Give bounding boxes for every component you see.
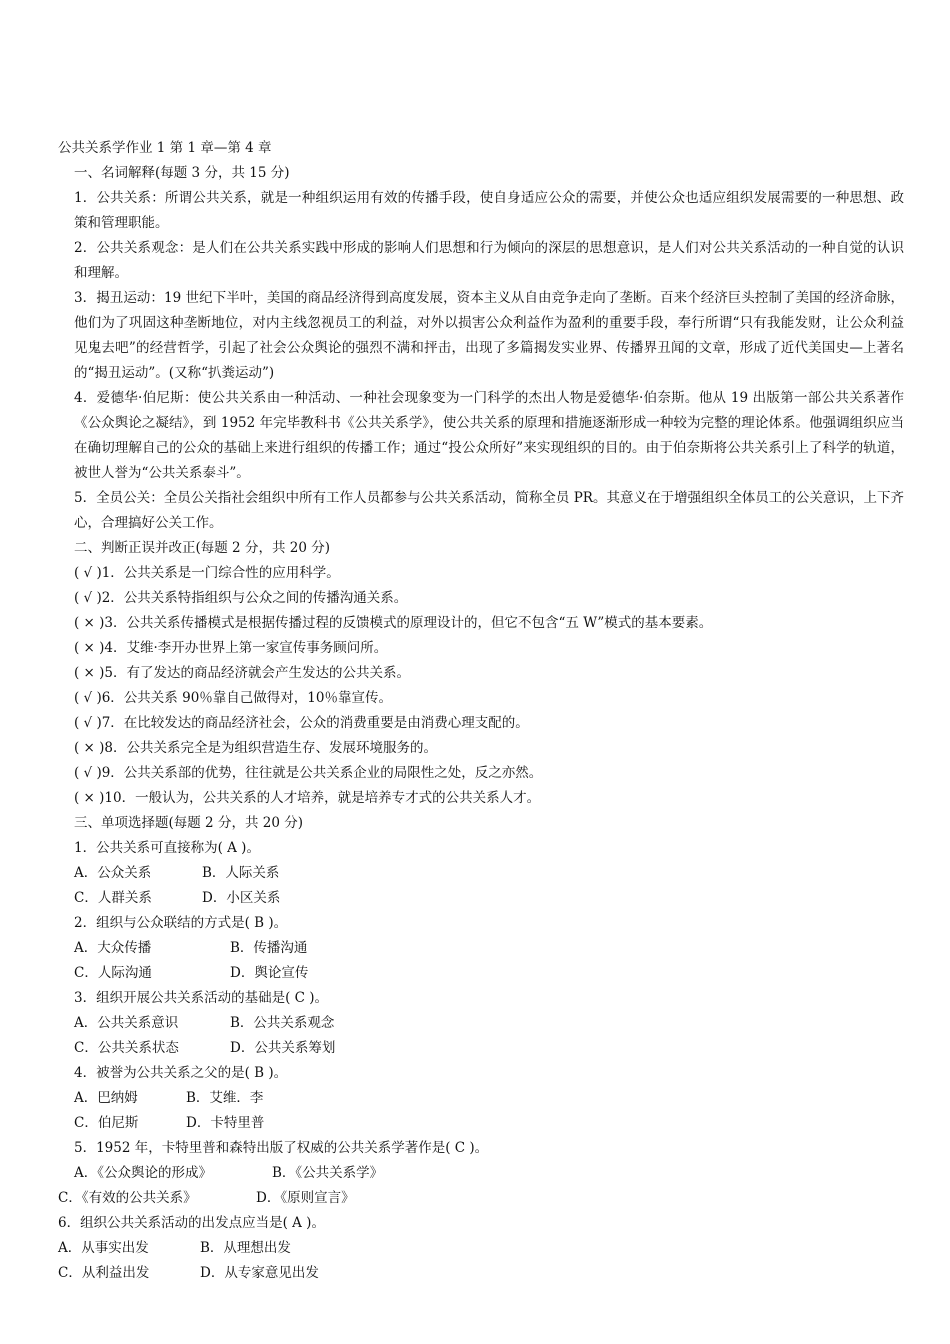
judge-item-6: ( √ )6．公共关系 90％靠自己做得对，10％靠宣传。 bbox=[74, 690, 392, 706]
options-row bbox=[58, 1236, 904, 1261]
term-1: 1．公共关系：所谓公共关系，就是一种组织运用有效的传播手段，使自身适应公众的需要，并使公众也适应组织发展需要的一种思想、政策和管理职能。 bbox=[74, 190, 904, 231]
option-d: D．舆论宣传 bbox=[230, 965, 309, 981]
judge-item-5: ( × )5．有了发达的商品经济就会产生发达的公共关系。 bbox=[74, 665, 411, 681]
options-row bbox=[58, 936, 904, 961]
judge-item-9: ( √ )9．公共关系部的优势，往往就是公共关系企业的局限性之处，反之亦然。 bbox=[74, 765, 543, 781]
options-row bbox=[58, 861, 904, 886]
section3-heading: 三、单项选择题(每题 2 分，共 20 分) bbox=[74, 815, 303, 831]
option-d: D．《原则宣言》 bbox=[256, 1190, 355, 1206]
options-row bbox=[58, 1086, 904, 1111]
options-row bbox=[58, 1111, 904, 1136]
term-4: 4．爱德华·伯尼斯：使公共关系由一种活动、一种社会现象变为一门科学的杰出人物是爱德华·伯奈斯。他从 19 出版第一部公共关系著作《公众舆论之凝结》，到 1952 年完毕教科书《公共关系学》，使公共关系的原理和措施逐渐形成一种较为完整的理论体系。他强调组织应当在确切理解自己的公众的基础上来进行组织的传播工作；通过“投公众所好”来实现组织的目的。由于伯奈斯将公共关系引上了科学的轨道，被世人誉为“公共关系泰斗”。 bbox=[74, 390, 904, 481]
option-b: B．艾维．李 bbox=[186, 1090, 264, 1106]
document-title: 公共关系学作业 1 第 1 章—第 4 章 bbox=[58, 140, 272, 156]
question-1: 1．公共关系可直接称为( A )。 bbox=[74, 840, 260, 856]
option-c: C．人群关系 bbox=[74, 890, 152, 906]
option-a: A．从事实出发 bbox=[58, 1240, 149, 1256]
options-row bbox=[58, 886, 904, 911]
option-b: B．人际关系 bbox=[202, 865, 280, 881]
question-6: 6．组织公共关系活动的出发点应当是( A )。 bbox=[58, 1215, 325, 1231]
option-c: C．人际沟通 bbox=[74, 965, 152, 981]
options-row bbox=[58, 1261, 904, 1286]
document-page bbox=[58, 136, 904, 1286]
option-a: A．公共关系意识 bbox=[74, 1015, 179, 1031]
option-d: D．从专家意见出发 bbox=[200, 1265, 319, 1281]
options-row bbox=[58, 1011, 904, 1036]
option-a: A．公众关系 bbox=[74, 865, 152, 881]
question-4: 4．被誉为公共关系之父的是( B )。 bbox=[74, 1065, 288, 1081]
option-d: D．卡特里普 bbox=[186, 1115, 265, 1131]
judge-item-3: ( × )3．公共关系传播模式是根据传播过程的反馈模式的原理设计的，但它不包含“五 W”模式的基本要素。 bbox=[74, 615, 713, 631]
question-2: 2．组织与公众联结的方式是( B )。 bbox=[74, 915, 288, 931]
question-5: 5．1952 年，卡特里普和森特出版了权威的公共关系学著作是( C )。 bbox=[74, 1140, 489, 1156]
option-a: A．大众传播 bbox=[74, 940, 152, 956]
option-c: C．《有效的公共关系》 bbox=[58, 1190, 197, 1206]
option-a: A．《公众舆论的形成》 bbox=[74, 1165, 212, 1181]
judge-item-8: ( × )8．公共关系完全是为组织营造生存、发展环境服务的。 bbox=[74, 740, 438, 756]
term-3: 3．揭丑运动：19 世纪下半叶，美国的商品经济得到高度发展，资本主义从自由竞争走向了垄断。百来个经济巨头控制了美国的经济命脉，他们为了巩固这种垄断地位，对内主线忽视员工的利益，对外以损害公众利益作为盈利的重要手段，奉行所谓“只有我能发财，让公众利益见鬼去吧”的经营哲学，引起了社会公众舆论的强烈不满和抨击，出现了多篇揭发实业界、传播界丑闻的文章，形成了近代美国史—上著名的“揭丑运动”。(又称“扒粪运动”) bbox=[74, 290, 904, 381]
judge-item-1: ( √ )1．公共关系是一门综合性的应用科学。 bbox=[74, 565, 340, 581]
options-row bbox=[58, 1161, 904, 1186]
options-row bbox=[58, 961, 904, 986]
section1-heading: 一、名词解释(每题 3 分，共 15 分) bbox=[74, 165, 290, 181]
judge-item-2: ( √ )2．公共关系特指组织与公众之间的传播沟通关系。 bbox=[74, 590, 408, 606]
judge-item-4: ( × )4．艾维·李开办世界上第一家宣传事务顾问所。 bbox=[74, 640, 388, 656]
option-c: C．从利益出发 bbox=[58, 1265, 150, 1281]
option-b: B．《公共关系学》 bbox=[272, 1165, 384, 1181]
option-a: A．巴纳姆 bbox=[74, 1090, 138, 1106]
option-d: D．小区关系 bbox=[202, 890, 281, 906]
option-b: B．公共关系观念 bbox=[230, 1015, 335, 1031]
options-row bbox=[58, 1036, 904, 1061]
option-c: C．公共关系状态 bbox=[74, 1040, 179, 1056]
options-row bbox=[58, 1186, 904, 1211]
judge-item-10: ( × )10．一般认为，公共关系的人才培养，就是培养专才式的公共关系人才。 bbox=[74, 790, 541, 806]
option-b: B．传播沟通 bbox=[230, 940, 308, 956]
judge-item-7: ( √ )7．在比较发达的商品经济社会，公众的消费重要是由消费心理支配的。 bbox=[74, 715, 529, 731]
option-c: C．伯尼斯 bbox=[74, 1115, 139, 1131]
section2-heading: 二、判断正误并改正(每题 2 分，共 20 分) bbox=[74, 540, 330, 556]
term-2: 2．公共关系观念：是人们在公共关系实践中形成的影响人们思想和行为倾向的深层的思想意识，是人们对公共关系活动的一种自觉的认识和理解。 bbox=[74, 240, 904, 281]
option-d: D．公共关系筹划 bbox=[230, 1040, 336, 1056]
term-5: 5．全员公关：全员公关指社会组织中所有工作人员都参与公共关系活动，简称全员 PR。其意义在于增强组织全体员工的公关意识，上下齐心，合理搞好公关工作。 bbox=[74, 490, 904, 531]
question-3: 3．组织开展公共关系活动的基础是( C )。 bbox=[74, 990, 329, 1006]
option-b: B．从理想出发 bbox=[200, 1240, 291, 1256]
